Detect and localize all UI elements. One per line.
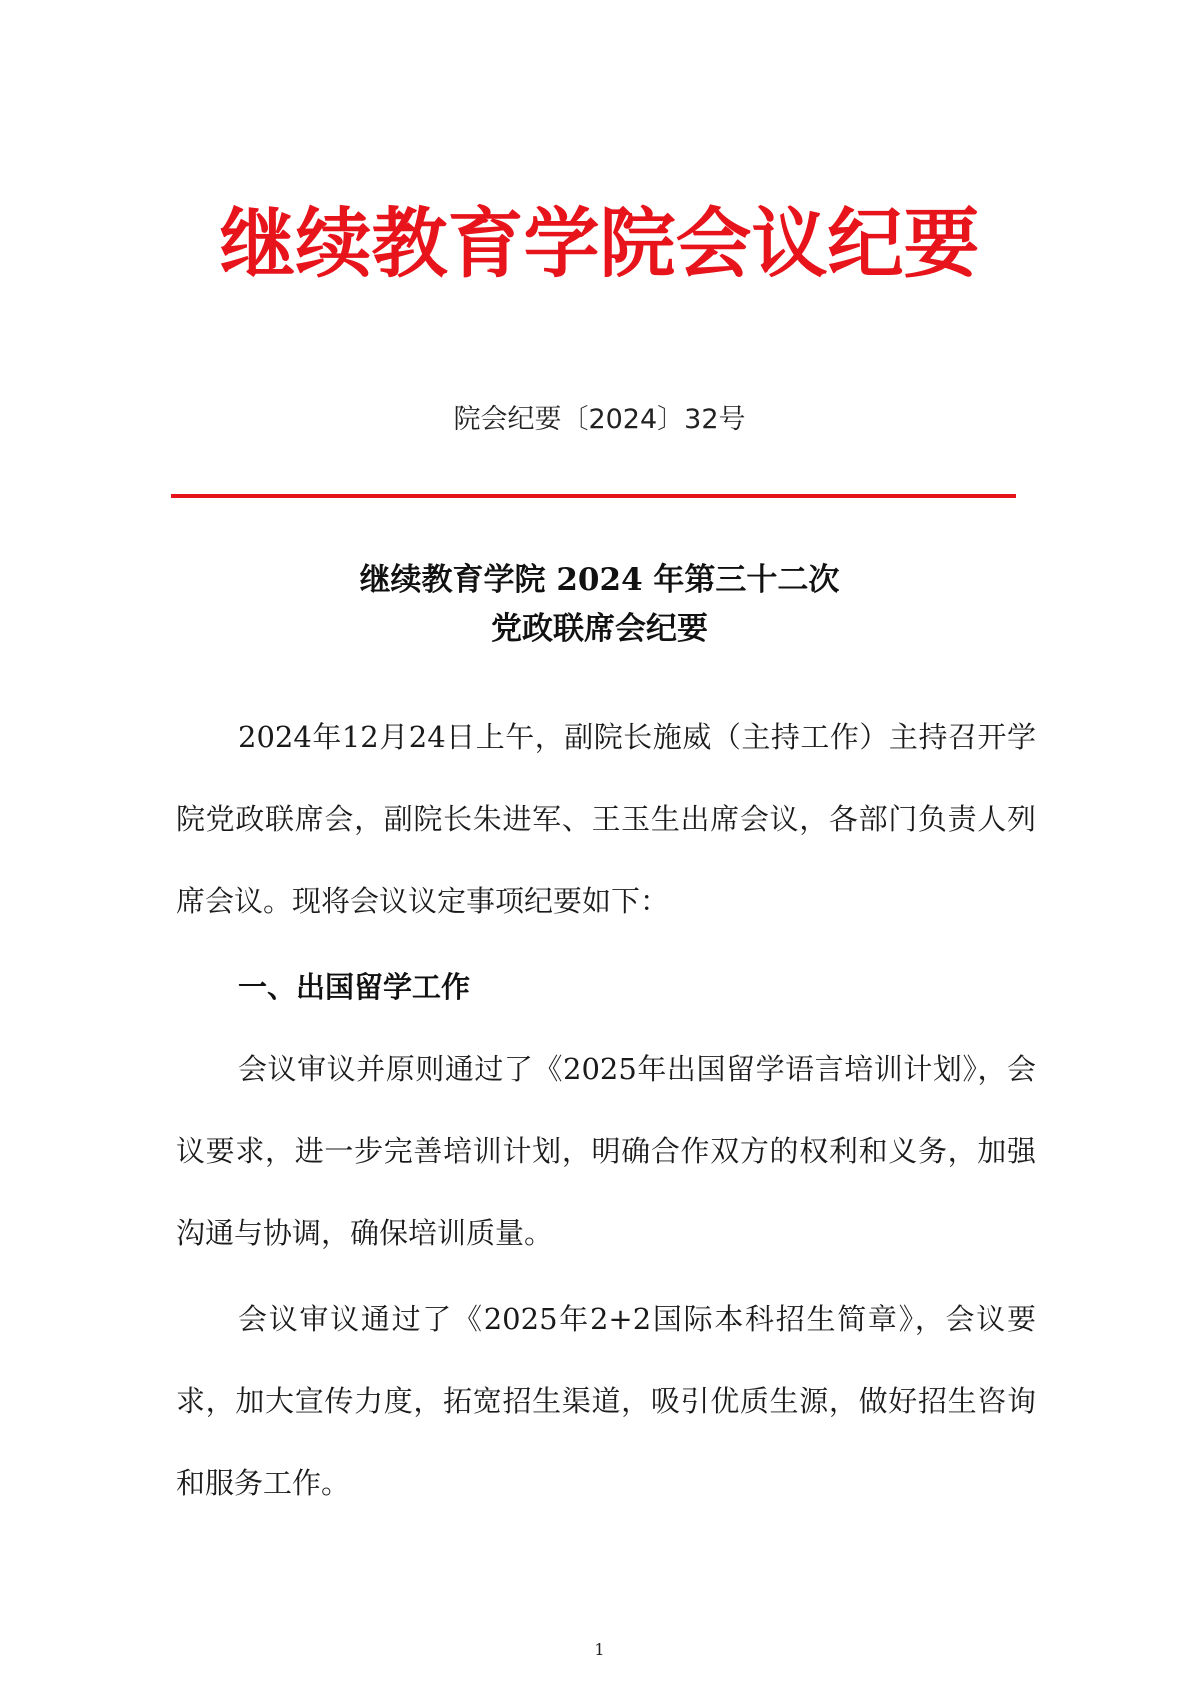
section-heading-study-abroad: 一、出国留学工作	[238, 970, 471, 1004]
section1-paragraph-1-text: 会议审议并原则通过了《2025年出国留学语言培训计划》，会议要求，进一步完善培训计划，明确合作双方的权利和义务，加强沟通与协调，确保培训质量。	[176, 1052, 1036, 1250]
section1-paragraph-1	[176, 1028, 1036, 1274]
section1-paragraph-2-text: 会议审议通过了《2025年2+2国际本科招生简章》，会议要求，加大宣传力度，拓宽招生渠道，吸引优质生源，做好招生咨询和服务工作。	[176, 1302, 1036, 1500]
page-number: 1	[594, 1640, 605, 1659]
title-line-1: 继续教育学院 2024 年第三十二次	[359, 562, 840, 598]
title-line-2: 党政联席会纪要	[491, 611, 708, 647]
section1-paragraph-2	[176, 1278, 1036, 1524]
masthead-title: 继续教育学院会议纪要	[219, 199, 980, 288]
document-title	[0, 556, 1199, 654]
intro-paragraph	[176, 696, 1036, 942]
document-number: 院会纪要〔2024〕32号	[453, 404, 746, 435]
intro-text: 2024年12月24日上午，副院长施威（主持工作）主持召开学院党政联席会，副院长朱进军、王玉生出席会议，各部门负责人列席会议。现将会议议定事项纪要如下：	[176, 720, 1036, 918]
red-divider-rule	[171, 494, 1016, 498]
